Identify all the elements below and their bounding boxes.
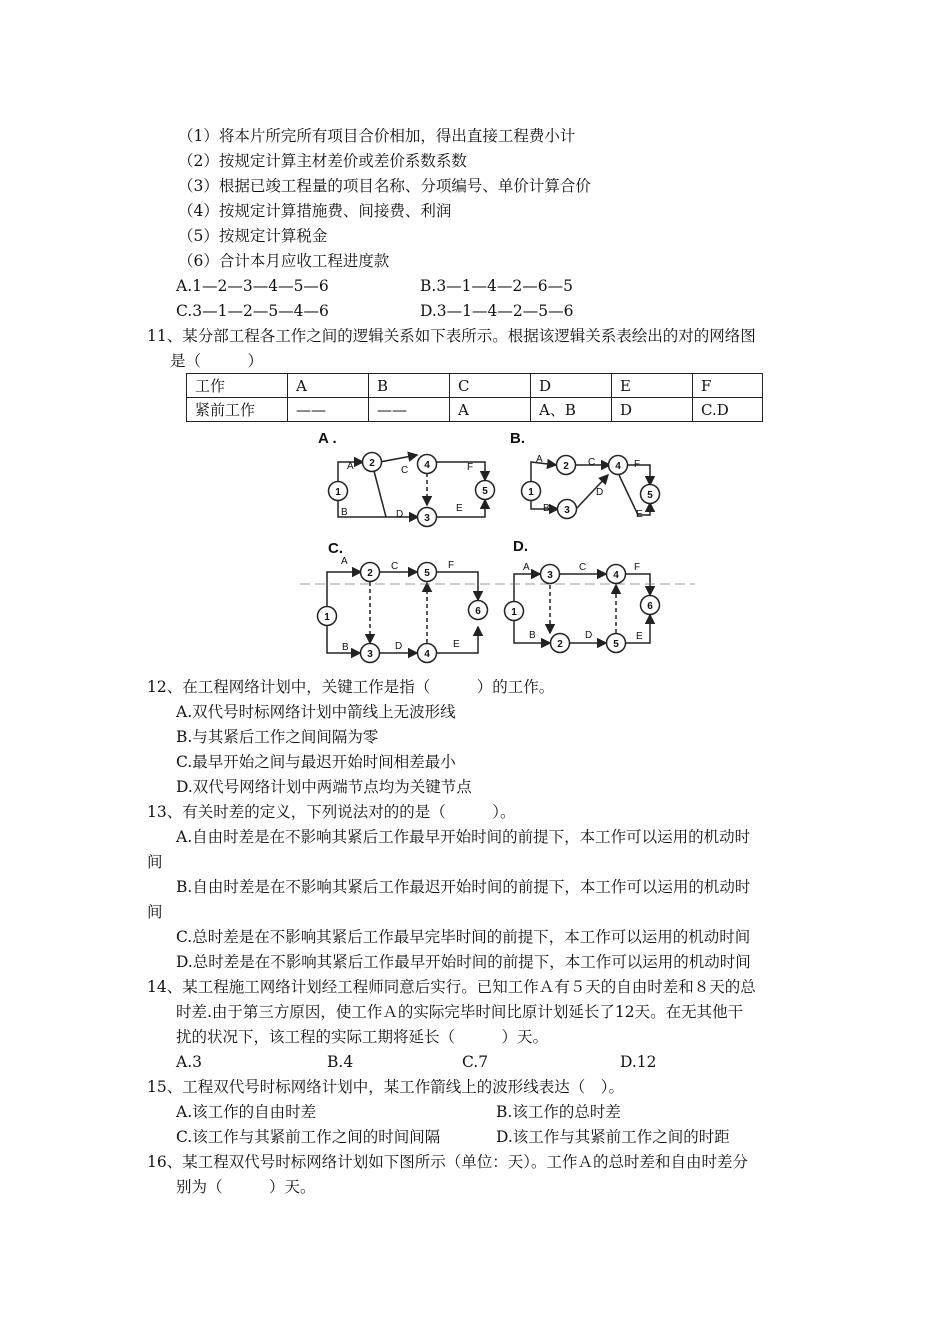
arrow-label: B xyxy=(341,507,348,518)
q16-stem-line-2: 别为（ ）天。 xyxy=(176,1178,316,1196)
table-cell: 紧前工作 xyxy=(187,398,288,422)
node-label: 5 xyxy=(613,639,619,650)
arrow-label: C xyxy=(579,562,587,573)
arrow-label: A xyxy=(347,461,354,472)
q14-option-c: C.7 xyxy=(462,1053,489,1071)
node-label: 3 xyxy=(424,513,430,524)
table-cell: F xyxy=(693,374,763,398)
arrow-label: D xyxy=(596,487,604,498)
arrow-label: F xyxy=(448,560,455,571)
q10-option-b: B.3—1—4—2—6—5 xyxy=(420,277,573,295)
q14-option-b: B.4 xyxy=(327,1053,354,1071)
q13-option-b: B.自由时差是在不影响其紧后工作最迟开始时间的前提下，本工作可以运用的机动时 xyxy=(176,878,751,896)
node-label: 5 xyxy=(647,490,653,501)
arrow-label: D xyxy=(395,641,403,652)
network-diagrams xyxy=(300,425,700,670)
table-row xyxy=(187,398,763,422)
node-label: 1 xyxy=(324,612,330,623)
q12-stem: 12、在工程网络计划中，关键工作是指（ ）的工作。 xyxy=(147,678,555,696)
table-cell: C xyxy=(450,374,531,398)
arrow-label: B xyxy=(342,642,349,653)
node-label: 1 xyxy=(528,487,534,498)
q15-option-b: B.该工作的总时差 xyxy=(496,1103,621,1121)
table-cell: C.D xyxy=(693,398,763,422)
q15-option-c: C.该工作与其紧前工作之间的时间间隔 xyxy=(176,1128,441,1146)
arrow-label: C xyxy=(588,457,596,468)
arrow-label: F xyxy=(467,462,474,473)
q10-step-2: （2）按规定计算主材差价或差价系数系数 xyxy=(178,152,467,170)
q16-stem-line-1: 16、某工程双代号时标网络计划如下图所示（单位：天）。工作Ａ的总时差和自由时差分 xyxy=(147,1153,748,1171)
table-cell: A、B xyxy=(531,398,612,422)
q12-option-a: A.双代号时标网络计划中箭线上无波形线 xyxy=(176,703,456,721)
node-label: 1 xyxy=(511,607,517,618)
q10-step-3: （3）根据已竣工程量的项目名称、分项编号、单价计算合价 xyxy=(178,177,591,195)
table-cell: —— xyxy=(288,398,369,422)
diagram-title-b: B. xyxy=(510,430,525,447)
node-label: 4 xyxy=(424,460,430,471)
table-cell: 工作 xyxy=(187,374,288,398)
q10-step-4: （4）按规定计算措施费、间接费、利润 xyxy=(178,202,452,220)
node-label: 4 xyxy=(613,570,619,581)
diagram-title-a: A . xyxy=(318,430,337,447)
node-label: 2 xyxy=(367,568,373,579)
q11-stem-line-2: 是（ ） xyxy=(170,352,264,370)
node-label: 3 xyxy=(547,570,553,581)
diagram-option-a xyxy=(338,455,485,517)
arrow-label: F xyxy=(634,562,641,573)
logic-relation-table xyxy=(186,373,763,422)
node-label: 5 xyxy=(424,568,430,579)
table-cell: D xyxy=(612,398,693,422)
table-cell: E xyxy=(612,374,693,398)
diagram-title-d: D. xyxy=(513,538,528,555)
diagram-title-c: C. xyxy=(328,540,343,557)
node-label: 1 xyxy=(335,487,341,498)
arrow-label: F xyxy=(634,459,641,470)
node-label: 2 xyxy=(563,461,569,472)
q14-stem-line-1: 14、某工程施工网络计划经工程师同意后实行。已知工作Ａ有５天的自由时差和８天的总 xyxy=(147,978,756,996)
arrow-label: E xyxy=(456,503,463,514)
q12-option-b: B.与其紧后工作之间间隔为零 xyxy=(176,728,379,746)
arrow-label: B xyxy=(543,503,550,514)
arrow-label: E xyxy=(636,509,643,520)
q15-option-d: D.该工作与其紧前工作之间的时距 xyxy=(496,1128,730,1146)
arrow-label: C xyxy=(391,561,399,572)
arrow-label: A xyxy=(341,556,348,567)
q15-stem: 15、工程双代号时标网络计划中，某工作箭线上的波形线表达（ ）。 xyxy=(147,1078,624,1096)
q13-stem: 13、有关时差的定义，下列说法对的的是（ ）。 xyxy=(147,803,516,821)
q12-option-c: C.最早开始之间与最迟开始时间相差最小 xyxy=(176,753,456,771)
table-cell: D xyxy=(531,374,612,398)
arrow-label: B xyxy=(529,630,536,641)
arrow-label: E xyxy=(453,639,460,650)
arrow-label: D xyxy=(585,630,593,641)
node-label: 2 xyxy=(369,458,375,469)
node-label: 5 xyxy=(482,486,488,497)
table-cell: A xyxy=(450,398,531,422)
q10-option-a: A.1—2—3—4—5—6 xyxy=(176,277,329,295)
q13-option-a-cont: 间 xyxy=(147,853,163,871)
table-row xyxy=(187,374,763,398)
q10-step-6: （6）合计本月应收工程进度款 xyxy=(178,252,390,270)
q14-stem-line-2: 时差.由于第三方原因，使工作Ａ的实际完毕时间比原计划延长了12天。在无其他干 xyxy=(176,1003,744,1021)
q10-step-5: （5）按规定计算税金 xyxy=(178,227,328,245)
q12-option-d: D.双代号网络计划中两端节点均为关键节点 xyxy=(176,778,472,796)
table-cell: A xyxy=(288,374,369,398)
q10-option-d: D.3—1—4—2—5—6 xyxy=(420,302,574,320)
arrow-label: A xyxy=(523,562,530,573)
q10-step-1: （1）将本片所完所有项目合价相加，得出直接工程费小计 xyxy=(178,127,576,145)
q13-option-b-cont: 间 xyxy=(147,903,163,921)
q13-option-a: A.自由时差是在不影响其紧后工作最早开始时间的前提下，本工作可以运用的机动时 xyxy=(176,828,751,846)
node-label: 2 xyxy=(557,639,563,650)
q15-option-a: A.该工作的自由时差 xyxy=(176,1103,317,1121)
arrow-label: A xyxy=(536,454,543,465)
q14-option-a: A.3 xyxy=(176,1053,202,1071)
q14-option-d: D.12 xyxy=(620,1053,657,1071)
arrow-label: E xyxy=(636,631,643,642)
node-label: 3 xyxy=(367,649,373,660)
arrow-label: D xyxy=(396,509,404,520)
node-label: 6 xyxy=(475,606,481,617)
q11-stem-line-1: 11、某分部工程各工作之间的逻辑关系如下表所示。根据该逻辑关系表绘出的对的网络图 xyxy=(147,327,756,345)
node-label: 4 xyxy=(424,649,430,660)
q13-option-c: C.总时差是在不影响其紧后工作最早完毕时间的前提下，本工作可以运用的机动时间 xyxy=(176,928,751,946)
q13-option-d: D.总时差是在不影响其紧后工作最早开始时间的前提下，本工作可以运用的机动时间 xyxy=(176,953,751,971)
node-label: 3 xyxy=(564,505,570,516)
q10-option-c: C.3—1—2—5—4—6 xyxy=(176,302,329,320)
node-label: 4 xyxy=(615,461,621,472)
q14-stem-line-3: 扰的状况下，该工程的实际工期将延长（ ）天。 xyxy=(176,1028,549,1046)
arrow-label: C xyxy=(401,465,409,476)
table-cell: B xyxy=(369,374,450,398)
table-cell: —— xyxy=(369,398,450,422)
node-label: 6 xyxy=(647,601,653,612)
